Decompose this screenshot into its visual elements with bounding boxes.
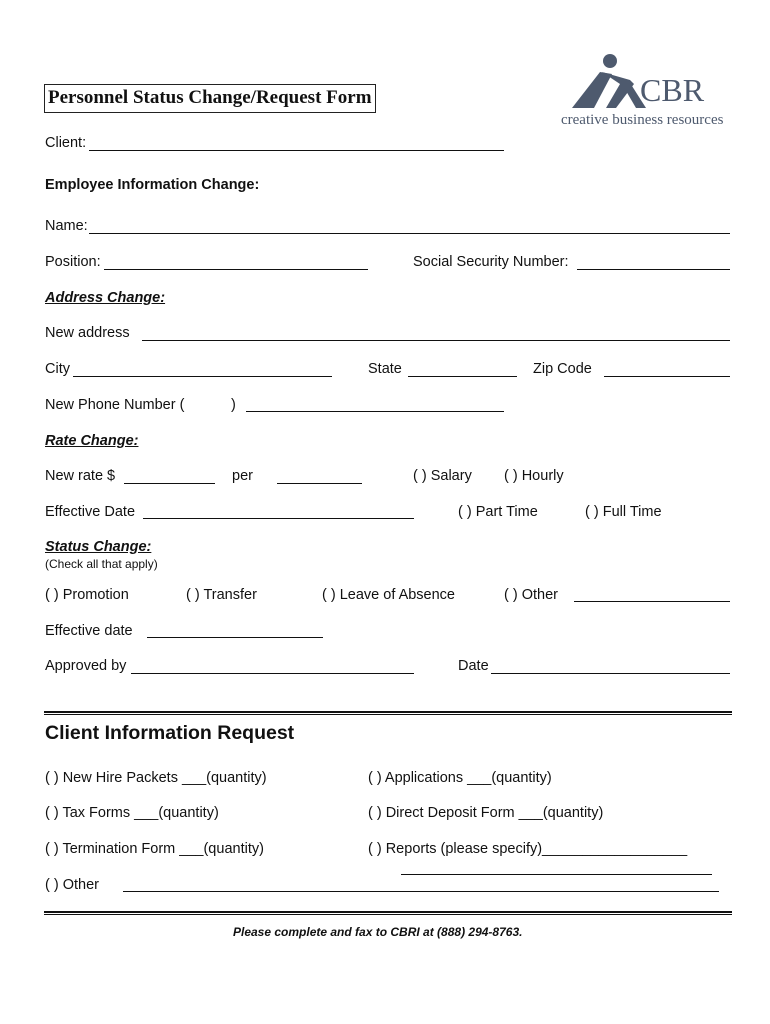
- phone-close-paren: ): [231, 397, 236, 413]
- per-field[interactable]: [277, 483, 362, 484]
- footer-instructions: Please complete and fax to CBRI at (888) 294-8763.: [233, 925, 523, 939]
- full-time-checkbox[interactable]: ( ) Full Time: [585, 504, 662, 520]
- position-label: Position:: [45, 254, 101, 270]
- city-label: City: [45, 361, 70, 377]
- transfer-checkbox[interactable]: ( ) Transfer: [186, 587, 257, 603]
- zip-label: Zip Code: [533, 361, 592, 377]
- client-request-heading: Client Information Request: [45, 722, 295, 744]
- address-change-heading: Address Change:: [45, 290, 166, 306]
- tax-forms-item[interactable]: ( ) Tax Forms ___(quantity): [45, 805, 219, 821]
- name-label: Name:: [45, 218, 88, 234]
- employee-section-heading: Employee Information Change:: [45, 177, 260, 193]
- status-effective-date-field[interactable]: [147, 637, 323, 638]
- salary-checkbox[interactable]: ( ) Salary: [413, 468, 472, 484]
- client-field[interactable]: [89, 150, 504, 151]
- reports-item[interactable]: ( ) Reports (please specify)__________________: [368, 841, 688, 857]
- state-field[interactable]: [408, 376, 517, 377]
- position-field[interactable]: [104, 269, 368, 270]
- ssn-label: Social Security Number:: [413, 254, 569, 270]
- other-request-field[interactable]: [123, 891, 719, 892]
- form-title: Personnel Status Change/Request Form: [44, 84, 376, 113]
- effective-date-label: Effective Date: [45, 504, 136, 520]
- new-rate-field[interactable]: [124, 483, 215, 484]
- logo-name: CBR: [640, 72, 705, 108]
- new-rate-label: New rate $: [45, 468, 116, 484]
- part-time-checkbox[interactable]: ( ) Part Time: [458, 504, 538, 520]
- other-request-item[interactable]: ( ) Other: [45, 877, 99, 893]
- reports-extra-line[interactable]: [401, 874, 712, 875]
- footer-divider: [44, 911, 732, 915]
- client-label: Client:: [45, 135, 87, 151]
- per-label: per: [232, 468, 253, 484]
- leave-of-absence-checkbox[interactable]: ( ) Leave of Absence: [322, 587, 455, 603]
- applications-item[interactable]: ( ) Applications ___(quantity): [368, 770, 552, 786]
- approved-by-label: Approved by: [45, 658, 127, 674]
- zip-field[interactable]: [604, 376, 730, 377]
- effective-date-field[interactable]: [143, 518, 414, 519]
- section-divider: [44, 711, 732, 715]
- state-label: State: [368, 361, 402, 377]
- approved-by-field[interactable]: [131, 673, 414, 674]
- hourly-checkbox[interactable]: ( ) Hourly: [504, 468, 564, 484]
- direct-deposit-item[interactable]: ( ) Direct Deposit Form ___(quantity): [368, 805, 604, 821]
- new-hire-packets-item[interactable]: ( ) New Hire Packets ___(quantity): [45, 770, 267, 786]
- new-address-label: New address: [45, 325, 130, 341]
- new-address-field[interactable]: [142, 340, 730, 341]
- status-effective-date-label: Effective date: [45, 623, 133, 639]
- city-field[interactable]: [73, 376, 332, 377]
- phone-label: New Phone Number (: [45, 397, 185, 413]
- logo-tagline: creative business resources: [561, 112, 724, 128]
- approval-date-label: Date: [458, 658, 489, 674]
- promotion-checkbox[interactable]: ( ) Promotion: [45, 587, 129, 603]
- other-status-field[interactable]: [574, 601, 730, 602]
- ssn-field[interactable]: [577, 269, 730, 270]
- phone-field[interactable]: [246, 411, 504, 412]
- other-status-checkbox[interactable]: ( ) Other: [504, 587, 558, 603]
- approval-date-field[interactable]: [491, 673, 730, 674]
- termination-form-item[interactable]: ( ) Termination Form ___(quantity): [45, 841, 264, 857]
- status-change-heading: Status Change:: [45, 539, 152, 555]
- name-field[interactable]: [89, 233, 730, 234]
- rate-change-heading: Rate Change:: [45, 433, 139, 449]
- status-change-note: (Check all that apply): [45, 557, 158, 571]
